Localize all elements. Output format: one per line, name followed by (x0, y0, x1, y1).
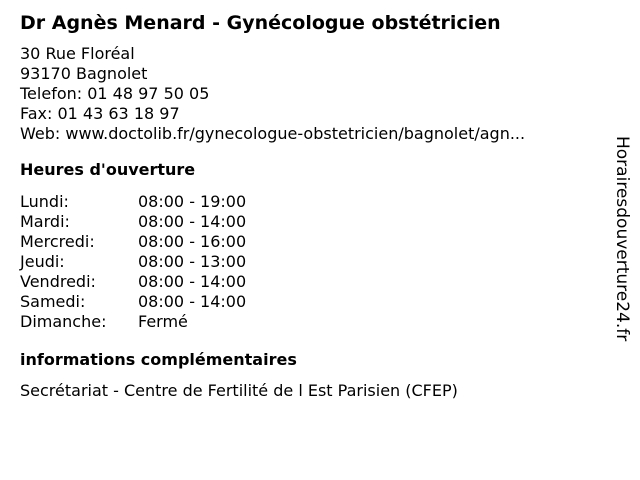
hours-day: Mardi: (20, 212, 70, 231)
hours-day: Jeudi: (20, 252, 65, 271)
hours-day: Samedi: (20, 292, 86, 311)
additional-info-text: Secrétariat - Centre de Fertilité de l Est Parisien (CFEP) (20, 381, 458, 400)
hours-row-sunday (20, 312, 600, 332)
hours-day: Mercredi: (20, 232, 95, 251)
site-watermark: Horairesdouverture24.fr (612, 136, 632, 342)
hours-time: Fermé (138, 312, 188, 331)
hours-day: Vendredi: (20, 272, 96, 291)
listing-card (20, 10, 600, 401)
hours-time: 08:00 - 14:00 (138, 292, 247, 311)
address-street: 30 Rue Floréal (20, 44, 135, 63)
opening-hours-table (20, 192, 600, 332)
page-title: Dr Agnès Menard - Gynécologue obstétricien (20, 12, 501, 34)
hours-row-wednesday (20, 232, 600, 252)
hours-row-tuesday (20, 212, 600, 232)
hours-row-monday (20, 192, 600, 212)
hours-row-friday (20, 272, 600, 292)
hours-time: 08:00 - 19:00 (138, 192, 247, 211)
hours-row-thursday (20, 252, 600, 272)
address-city: 93170 Bagnolet (20, 64, 148, 83)
hours-time: 08:00 - 14:00 (138, 212, 247, 231)
website-link[interactable]: Web: www.doctolib.fr/gynecologue-obstetricien/bagnolet/agn... (20, 124, 526, 143)
hours-row-saturday (20, 292, 600, 312)
hours-time: 08:00 - 14:00 (138, 272, 247, 291)
hours-day: Lundi: (20, 192, 69, 211)
additional-info-heading: informations complémentaires (20, 350, 297, 369)
hours-day: Dimanche: (20, 312, 107, 331)
opening-hours-heading: Heures d'ouverture (20, 160, 196, 179)
phone-number: Telefon: 01 48 97 50 05 (20, 84, 210, 103)
hours-time: 08:00 - 16:00 (138, 232, 247, 251)
fax-number: Fax: 01 43 63 18 97 (20, 104, 180, 123)
hours-time: 08:00 - 13:00 (138, 252, 247, 271)
